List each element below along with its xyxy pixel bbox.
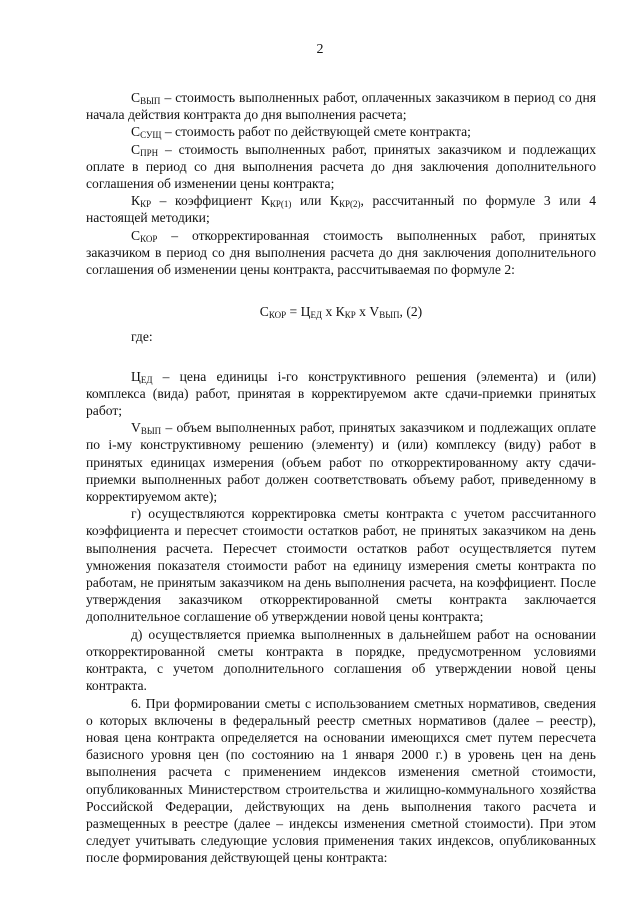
- definition-k-kr: [86, 192, 596, 226]
- definition-text: – коэффициент К: [151, 193, 270, 209]
- formula-times-v: х V: [355, 304, 380, 320]
- definition-c-sushch: [86, 123, 596, 140]
- subscript-kr2: КР(2): [338, 199, 361, 210]
- subscript-prn: ПРН: [140, 147, 159, 158]
- definition-text: – стоимость работ по действующей смете контракта;: [161, 124, 471, 140]
- formula-ts-sub: ЕД: [310, 310, 323, 321]
- item-g: г) осуществляются корректировка сметы контракта с учетом рассчитанного коэффициента и пересчет стоимости остатков работ, не принятых заказчиком на день выполнения расчета. Пересчет стоимости остатков работ осуществляется путем умножения показателя стоимости работ на единицу измерения сметы контракта по работам, не принятым заказчиком на день выполнения расчета, на коэффициент. После утверждения заказчиком откорректированной сметы контракта заключается дополнительное соглашение об утверждении новой цены контракта;: [86, 506, 596, 625]
- definition-c-prn: [86, 141, 596, 193]
- subscript-kr: КР: [140, 199, 152, 210]
- definition-text: – цена единицы i-го конструктивного решения (элемента) и (или) комплекса (вида) работ, принятая в корректируемом акте сдачи-приемки принятых работ;: [86, 368, 596, 419]
- symbol-v: V: [131, 420, 141, 436]
- symbol-c: С: [131, 124, 141, 140]
- definition-text: , рассчитанный по формуле 3 или 4 настоящей методики;: [86, 193, 596, 226]
- definition-text: – объем выполненных работ, принятых заказчиком и подлежащих оплате по i-му конструктивному решению (элементу) и (или) комплексу (виду) работ в принятых единицах измерения (объем работ по откорректированному акту сдачи-приемки выполненных работ должен соответствовать объему работ, приведенному в корректируемом акте);: [86, 420, 596, 505]
- definition-c-kor: [86, 227, 596, 279]
- item-d: д) осуществляется приемка выполненных в дальнейшем работ на основании откорректированной сметы контракта в порядке, предусмотренном условиями контракта, с учетом дополнительного соглашения об утверждении новой цены контракта.: [86, 626, 596, 694]
- symbol-c: С: [131, 90, 141, 105]
- definition-c-vyp: [86, 89, 596, 123]
- symbol-ts: Ц: [131, 368, 141, 384]
- where-label: где:: [131, 329, 153, 345]
- definition-ts-ed: [86, 368, 596, 420]
- definition-text: – стоимость выполненных работ, принятых заказчиком и подлежащих оплате в период со дня выполнения расчета до дня заключения дополнительного соглашения об изменении цены контракта;: [86, 141, 596, 192]
- formula-eq: = Ц: [286, 304, 311, 320]
- definition-text: – стоимость выполненных работ, оплаченных заказчиком в период со дня начала действия контракта до дня выполнения расчета;: [86, 90, 596, 123]
- symbol-c: С: [131, 227, 141, 243]
- formula-c: С: [259, 304, 269, 320]
- formula-c-sub: КОР: [268, 310, 287, 321]
- subscript-kor: КОР: [140, 233, 158, 244]
- subscript-ed: ЕД: [140, 374, 153, 385]
- formula-k-sub: КР: [344, 310, 356, 321]
- document-body: [86, 89, 596, 867]
- subscript-vyp: ВЫП: [140, 96, 161, 106]
- page-number: 2: [316, 42, 324, 57]
- definition-text: или К: [291, 193, 339, 209]
- symbol-k: К: [131, 193, 141, 209]
- formula-number: , (2): [399, 304, 423, 320]
- subscript-sushch: СУЩ: [140, 130, 162, 141]
- formula-2: [86, 303, 596, 320]
- symbol-c: С: [131, 141, 141, 157]
- definition-v-vyp: [86, 419, 596, 505]
- formula-times-k: х К: [322, 304, 345, 320]
- subscript-kr1: КР(1): [269, 199, 292, 210]
- subscript-vyp: ВЫП: [140, 426, 162, 437]
- definition-text: – откорректированная стоимость выполненных работ, принятых заказчиком в период со дня выполнения расчета до дня заключения дополнительного соглашения об изменении цены контракта, рассчитываемая по формуле 2:: [86, 227, 596, 278]
- formula-v-sub: ВЫП: [379, 310, 400, 321]
- section-6: 6. При формировании сметы с использованием сметных нормативов, сведения о которых включены в федеральный реестр сметных нормативов (далее – реестр), новая цена контракта определяется на основании имеющихся смет путем пересчета базисного уровня цен (по состоянию на 1 января 2000 г.) в уровень цен на день выполнения расчета с применением индексов изменения сметной стоимости, опубликованных Министерством строительства и жилищно-коммунального хозяйства Российской Федерации, действующих на день выполнения такого расчета и размещенных в реестре (далее – индексы изменения сметной стоимости). При этом следует учитывать следующие условия применения таких индексов, опубликованных после формирования действующей цены контракта:: [86, 695, 596, 866]
